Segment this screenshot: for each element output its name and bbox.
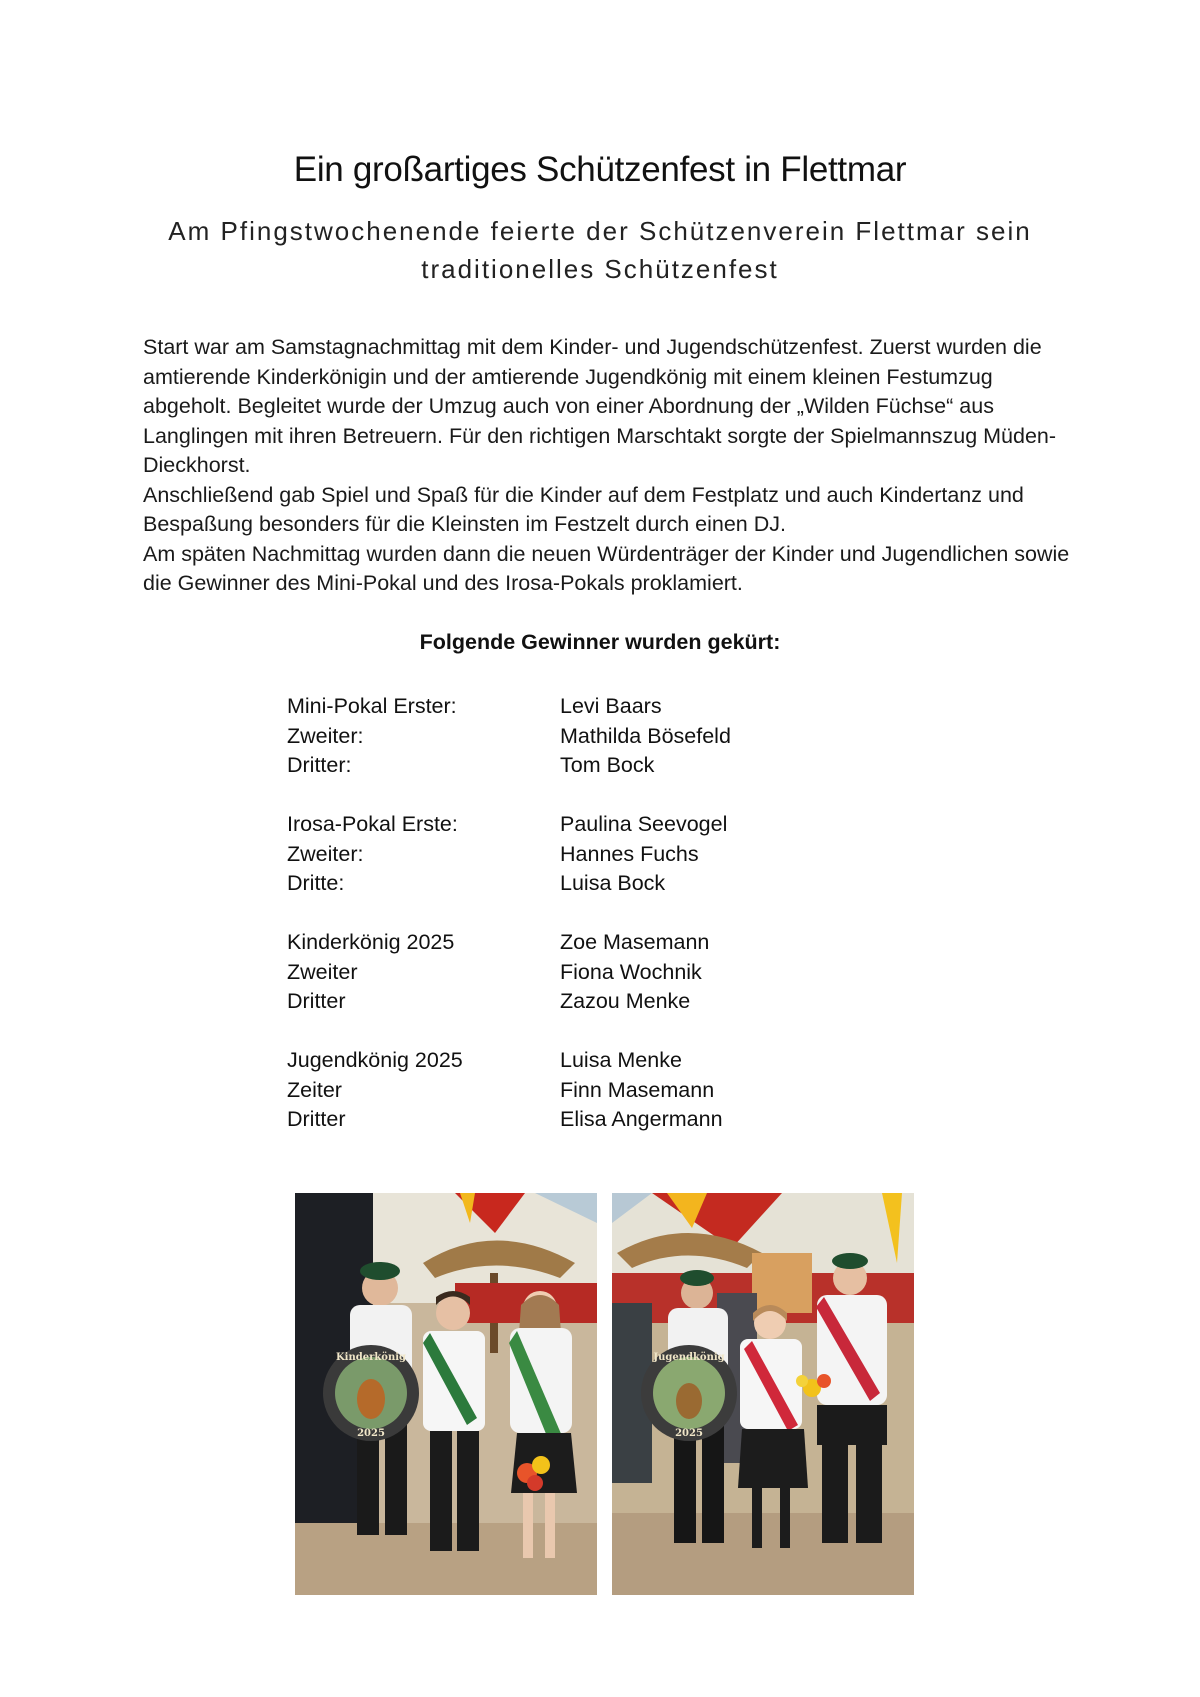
winner-name: Luisa Menke [560,1048,682,1072]
winner-label: Kinderkönig 2025 [287,930,455,954]
plaque-title-text: Jugendkönig [653,1352,725,1363]
winner-row [287,840,887,870]
plaque-title-text: Kinderkönig [335,1352,407,1363]
winner-row [287,722,887,752]
plaque-year-text: 2025 [357,1428,385,1439]
winner-name: Elisa Angermann [560,1107,723,1131]
winner-label: Dritter [287,1107,346,1131]
winner-name: Levi Baars [560,694,662,718]
winner-name: Zoe Masemann [560,930,710,954]
winner-label: Dritte: [287,871,345,895]
paragraph-intro: Start war am Samstagnachmittag mit dem Kinder- und Jugendschützenfest. Zuerst wurden die amtierende Kinderkönigin und der amtierende Jugendkönig mit einem kleinen Festumzug abgeholt. Begleitet wurde der Umzug auch von einer Abordnung der „Wilden Füchse“ aus Langlingen mit ihren Betreuern. Für den richtigen Marschtakt sorgte der Spielmannszug Müden-Dieckhorst. [143,335,1057,477]
winner-row [287,1046,887,1076]
winner-label: Dritter: [287,753,352,777]
winner-group-mini-pokal [287,692,887,781]
winner-row [287,751,887,781]
plaque-year-text: 2025 [675,1428,703,1439]
winner-group-jugendkoenig [287,1046,887,1135]
winner-label: Mini-Pokal Erster: [287,694,457,718]
winner-name: Zazou Menke [560,989,691,1013]
article-body [143,333,1083,599]
winner-row [287,928,887,958]
winner-row [287,987,887,1017]
article-subtitle: Am Pfingstwochenende feierte der Schützenverein Flettmar sein traditionelles Schützenfest [168,216,1032,284]
winner-row [287,958,887,988]
winner-row [287,1076,887,1106]
winner-row [287,692,887,722]
photo-jugendkoenig [612,1193,914,1595]
winner-label: Jugendkönig 2025 [287,1048,463,1072]
winner-row [287,810,887,840]
winner-name: Tom Bock [560,753,655,777]
winner-group-irosa-pokal [287,810,887,899]
winner-label: Zweiter [287,959,358,984]
winner-group-kinderkoenig [287,928,887,1017]
paragraph-games: Anschließend gab Spiel und Spaß für die Kinder auf dem Festplatz und auch Kindertanz und Bespaßung besonders für die Kleinsten im Festzelt durch einen DJ. [143,482,1024,536]
winner-name: Mathilda Bösefeld [560,723,731,748]
winner-name: Finn Masemann [560,1077,715,1102]
winner-label: Dritter [287,989,346,1013]
article-title: Ein großartiges Schützenfest in Flettmar [293,150,907,189]
winner-row [287,1105,887,1135]
photo-kinderkoenig [295,1193,597,1595]
winner-label: Irosa-Pokal Erste: [287,812,458,836]
paragraph-proclamation: Am späten Nachmittag wurden dann die neuen Würdenträger der Kinder und Jugendlichen sowie die Gewinner des Mini-Pokal und des Irosa-Pokals proklamiert. [143,541,1070,595]
winner-label: Zeiter [287,1077,342,1102]
winners-heading: Folgende Gewinner wurden gekürt: [419,630,781,654]
winner-name: Fiona Wochnik [560,959,702,984]
winner-row [287,869,887,899]
winner-name: Paulina Seevogel [560,812,728,836]
winner-name: Luisa Bock [560,871,666,895]
winner-label: Zweiter: [287,723,364,748]
winner-label: Zweiter: [287,841,364,866]
winner-name: Hannes Fuchs [560,841,699,866]
